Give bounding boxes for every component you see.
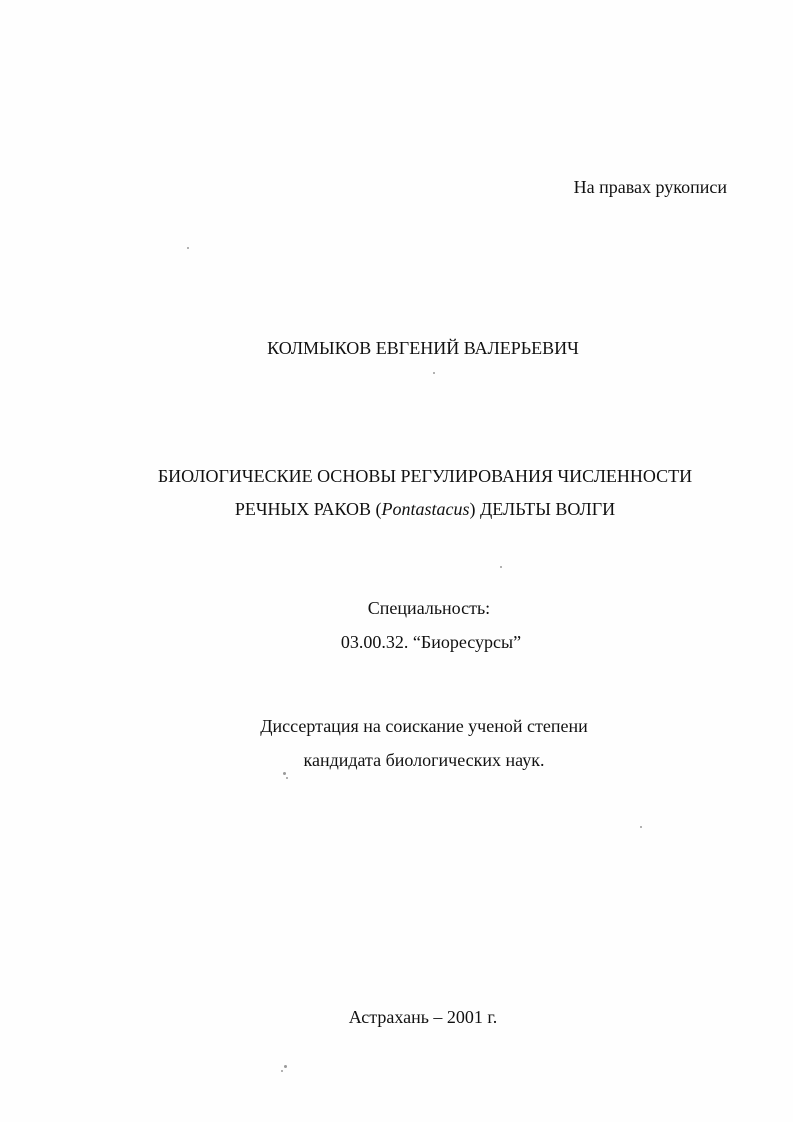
scan-speck (283, 772, 286, 775)
title-line-2-after: ) ДЕЛЬТЫ ВОЛГИ (469, 499, 616, 519)
scan-speck (187, 247, 189, 249)
scan-speck (286, 777, 288, 779)
scan-speck (640, 826, 642, 828)
scan-speck (284, 1065, 287, 1068)
dissertation-line-1: Диссертация на соискание ученой степени (260, 716, 588, 736)
author-name: КОЛМЫКОВ ЕВГЕНИЙ ВАЛЕРЬЕВИЧ (267, 338, 579, 358)
title-line-2-before: РЕЧНЫХ РАКОВ ( (234, 499, 382, 519)
title-line-2 (0, 498, 793, 520)
scan-speck (433, 372, 435, 374)
title-genus: Pontastacus (381, 499, 470, 519)
specialty-value: 03.00.32. “Биоресурсы” (340, 632, 522, 652)
scan-speck (500, 566, 502, 568)
dissertation-line-2: кандидата биологических наук. (303, 750, 545, 770)
rights-note: На правах рукописи (573, 177, 727, 197)
place-year: Астрахань – 2001 г. (348, 1007, 498, 1027)
specialty-label: Специальность: (367, 598, 491, 618)
title-line-1: БИОЛОГИЧЕСКИЕ ОСНОВЫ РЕГУЛИРОВАНИЯ ЧИСЛЕННОСТИ (157, 466, 693, 486)
scan-speck (281, 1070, 283, 1072)
